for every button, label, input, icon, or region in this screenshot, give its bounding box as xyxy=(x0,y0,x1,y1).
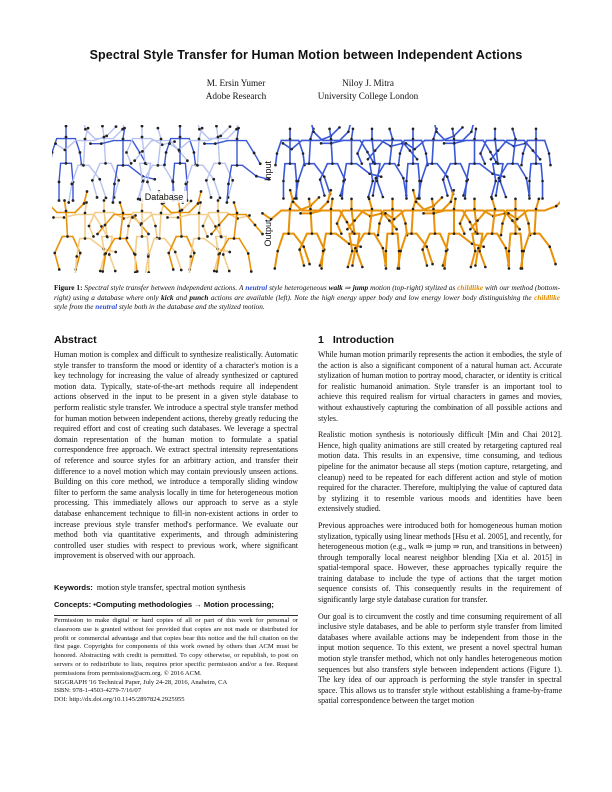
intro-paragraph: Previous approaches were introduced both for homogeneous human motion stylization, typically using linear methods [Hsu et al. 2005], and recently, for heterogeneous motion (e.g., walk ⇒ jump ⇒ run, and transitions in between) through temporally local nearest neighbor blending [Xia et al. 2015] in spatial-temporal space. However, these approaches typically require the training database to include the type of actions that the target motion sequence consists of. This consequently results in the requirement of significantly large style database curation for transfer. xyxy=(318,520,562,605)
abstract-text: Human motion is complex and difficult to synthesize realistically. Automatic style transfer to transform the mood or identity of a character's motion is a key technology for increasing the value of already synthesized or captured motion data. Typically, state-of-the-art methods require all independent actions observed in the input to be present in a given style database to perform realistic style transfer. We introduce a spectral style transfer method for human motion between independent actions, thereby greatly reducing the required effort and cost of creating such databases. We leverage a spectral domain representation of the human motion to formulate a spatial correspondence free approach. We extract spectral intensity representations of reference and source styles for an arbitrary action, and transfer their difference to a novel motion which may contain previously unseen actions. Building on this core method, we introduce a temporally sliding window filter to perform the same analysis locally in time for heterogeneous motion processing. This immediately allows our approach to serve as a style database enhancement technique to fill-in non-existent actions in order to increase previous style transfer method's performance. We evaluate our method both via quantitative experiments, and through administering controlled user studies with respect to previous work, where significant improvement is observed with our approach. xyxy=(54,350,298,561)
input-neutral-figures xyxy=(274,125,552,200)
stick-figure xyxy=(81,125,127,199)
stick-figure xyxy=(88,199,137,272)
stick-figure xyxy=(336,198,384,269)
stick-figure xyxy=(356,128,404,199)
caption-style-childlike: childlike xyxy=(534,292,561,302)
output-label: Output xyxy=(263,219,273,247)
stick-figure xyxy=(479,128,527,199)
stick-figure xyxy=(54,125,117,204)
caption-text: style heterogeneous xyxy=(269,283,327,292)
permission-text: Permission to make digital or hard copies of all or part of this work for personal or classroom use is granted without fee provided that copies are not made or distributed for profit or commercial advantage and that copies bear this notice and the full citation on the first page. Copyrights for components of this work owned by others than ACM must be honored. Abstracting with credit is permitted. To copy otherwise, or republish, to post on servers or to redistribute to lists, requires prior specific permission and/or a fee. Request permissions from permissions@acm.org. © 2016 ACM. xyxy=(54,617,298,677)
introduction-heading xyxy=(318,334,394,346)
ccs-concepts: Concepts: •Computing methodologies → Motion processing; xyxy=(54,600,274,609)
caption-text: Spectral style transfer between independent actions. A xyxy=(84,283,244,292)
stick-figure xyxy=(195,125,241,199)
caption-style-childlike: childlike xyxy=(457,283,484,292)
footnote-rule xyxy=(54,615,298,616)
keywords xyxy=(54,583,298,594)
introduction-column xyxy=(318,350,562,713)
stick-figure xyxy=(163,125,197,202)
isbn-line: ISBN: 978-1-4503-4279-7/16/07 xyxy=(54,687,141,695)
doi-link[interactable]: DOI: http://dx.doi.org/10.1145/2897824.2925955 xyxy=(54,696,185,704)
caption-style-neutral: neutral xyxy=(95,302,118,312)
teaser-figure-canvas xyxy=(52,125,560,273)
paper-title: Spectral Style Transfer for Human Motion between Independent Actions xyxy=(89,48,523,62)
stick-figure xyxy=(289,189,332,267)
caption-label: Figure 1: xyxy=(54,283,83,292)
intro-paragraph: While human motion primarily represents the action it embodies, the style of the action is also a significant component of a natural human act. Accurate stylization of human motion to portray mood, character, or identity is critical for realistic humanoid animation. Style transfer is an important tool to achieve this required realism for virtual characters in games and movies, without exhaustively capturing the combination of all possible actions and styles. xyxy=(318,350,562,423)
author-block-2 xyxy=(300,77,436,102)
abstract-heading: Abstract xyxy=(54,334,97,346)
output-childlike-figures xyxy=(261,189,560,270)
input-label: Input xyxy=(263,160,273,182)
stick-figure xyxy=(52,125,83,202)
figure-caption xyxy=(54,283,560,312)
caption-action-jump: jump xyxy=(352,283,369,292)
caption-text: and xyxy=(176,292,187,302)
stick-figure xyxy=(309,125,352,197)
caption-style-neutral: neutral xyxy=(245,283,268,292)
caption-text: actions are available (left). Note the high energy upper body and low energy lower body distinguishing the xyxy=(210,292,532,302)
stick-figure xyxy=(412,189,455,267)
abstract-column xyxy=(54,350,298,568)
caption-text: style from the xyxy=(54,302,94,312)
author-affiliation: Adobe Research xyxy=(205,90,267,101)
teaser-figure xyxy=(52,125,560,273)
keywords-text: motion style transfer, spectral motion synthesis xyxy=(96,583,246,592)
caption-text: with our method (bottom-right) using a database where only xyxy=(54,283,561,302)
caption-action-kick: kick xyxy=(161,292,174,302)
intro-paragraph: Realistic motion synthesis is notoriously difficult [Min and Chai 2012]. Hence, high quality animations are still created by retargeting captured real motion data. This results in an expensive, time consuming, and tedious pipeline for the animator because all steps (motion capture, retargeting, and cleanup) need to be repeated for each different action and style of motion required for the character. Therefore, multiplying the value of captured data by stylizing it to resemble various moods and identities have been extensively studied. xyxy=(318,430,562,514)
caption-text: motion (top-right) stylized as xyxy=(370,283,456,292)
stick-figure xyxy=(377,198,409,270)
caption-arrow: ⇒ xyxy=(344,283,351,292)
caption-action-walk: walk xyxy=(328,283,343,292)
stick-figure xyxy=(52,190,88,271)
stick-figure xyxy=(125,125,176,200)
section-number: 1 xyxy=(318,334,324,346)
stick-figure xyxy=(432,125,475,197)
author-name: M. Ersin Yumer xyxy=(206,78,266,88)
keywords-label: Keywords: xyxy=(54,583,93,592)
stick-figure xyxy=(520,128,552,200)
author-name: Niloy J. Mitra xyxy=(342,78,394,88)
caption-text: style both in the database and the stylized motion. xyxy=(119,302,265,312)
stick-figure xyxy=(202,199,251,272)
venue-line: SIGGRAPH '16 Technical Paper, July 24-28, 2016, Anaheim, CA xyxy=(54,678,228,686)
stick-figure xyxy=(500,198,532,270)
author-block-1 xyxy=(176,77,296,102)
section-title: Introduction xyxy=(332,334,395,346)
caption-action-punch: punch xyxy=(189,292,209,302)
intro-paragraph: Our goal is to circumvent the costly and time consuming requirement of all inclusive style databases, and be able to perform style transfer from limited databases where available actions may be independent from those in the input motion sequence. To this extent, we present a novel spectral human motion style transfer method, which not only handles heterogeneous motion sequences but also transfers style between independent actions (Figure 1). The key idea of our approach is performing the style transfer in spectral space. This allows us to transfer style without establishing a frame-by-frame spatial correspondence between the target motion xyxy=(318,611,562,706)
stick-figure xyxy=(126,199,159,273)
permission-block xyxy=(54,617,298,705)
stick-figure xyxy=(459,198,507,269)
database-label: Database xyxy=(144,192,184,202)
author-affiliation: University College London xyxy=(317,90,419,101)
